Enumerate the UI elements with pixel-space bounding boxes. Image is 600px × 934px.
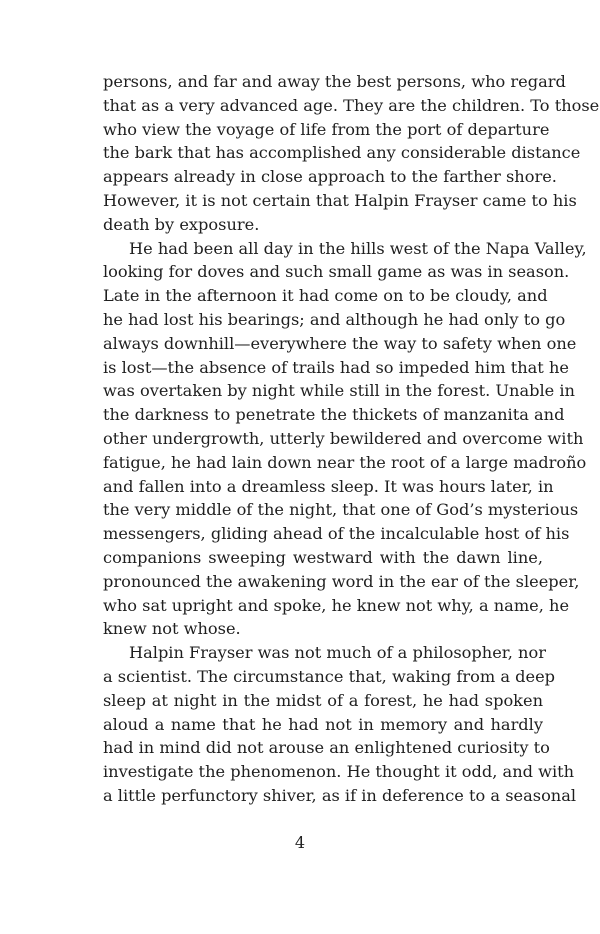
text-line: who sat upright and spoke, he knew not why, a name, he — [103, 595, 570, 615]
text-line: aloud a name that he had not in memory and hardly — [103, 714, 543, 734]
text-line: fatigue, he had lain down near the root of a large madroño — [103, 452, 587, 472]
text-line: He had been all day in the hills west of the Napa Valley, — [129, 238, 587, 258]
text-line: companions sweeping westward with the dawn line, — [103, 547, 543, 567]
text-line: and fallen into a dreamless sleep. It was hours later, in — [103, 476, 554, 496]
text-line: the bark that has accomplished any considerable distance — [103, 143, 581, 163]
text-line: Halpin Frayser was not much of a philosopher, nor — [129, 643, 546, 663]
text-line: he had lost his bearings; and although he had only to go — [103, 309, 566, 329]
text-line: a scientist. The circumstance that, waking from a deep — [103, 666, 556, 686]
text-line: However, it is not certain that Halpin Frayser came to his — [103, 190, 577, 210]
text-line: the very middle of the night, that one of God’s mysterious — [103, 500, 579, 520]
text-line: knew not whose. — [103, 619, 241, 639]
text-line: pronounced the awakening word in the ear of the sleeper, — [103, 571, 580, 591]
text-line: other undergrowth, utterly bewildered and overcome with — [103, 428, 584, 448]
text-line: Late in the afternoon it had come on to be cloudy, and — [103, 286, 548, 306]
text-line: the darkness to penetrate the thickets of manzanita and — [103, 405, 565, 425]
page-number: 4 — [294, 833, 306, 852]
text-line: investigate the phenomenon. He thought it odd, and with — [103, 762, 575, 782]
body-text — [103, 70, 600, 808]
text-line: looking for doves and such small game as was in season. — [103, 262, 570, 282]
text-line: a little perfunctory shiver, as if in deference to a seasonal — [103, 785, 577, 805]
text-line: appears already in close approach to the farther shore. — [103, 167, 557, 187]
text-line: that as a very advanced age. They are the children. To those — [103, 95, 600, 115]
text-line: always downhill—everywhere the way to safety when one — [103, 333, 577, 353]
text-line: had in mind did not arouse an enlightened curiosity to — [103, 738, 550, 758]
text-line: is lost—the absence of trails had so impeded him that he — [103, 357, 569, 377]
text-line: was overtaken by night while still in the forest. Unable in — [103, 381, 575, 401]
text-line: who view the voyage of life from the port of departure — [103, 119, 550, 139]
text-line: death by exposure. — [103, 214, 260, 234]
text-line: sleep at night in the midst of a forest, he had spoken — [103, 690, 543, 710]
text-line: messengers, gliding ahead of the incalculable host of his — [103, 524, 570, 544]
text-line: persons, and far and away the best persons, who regard — [103, 72, 566, 91]
